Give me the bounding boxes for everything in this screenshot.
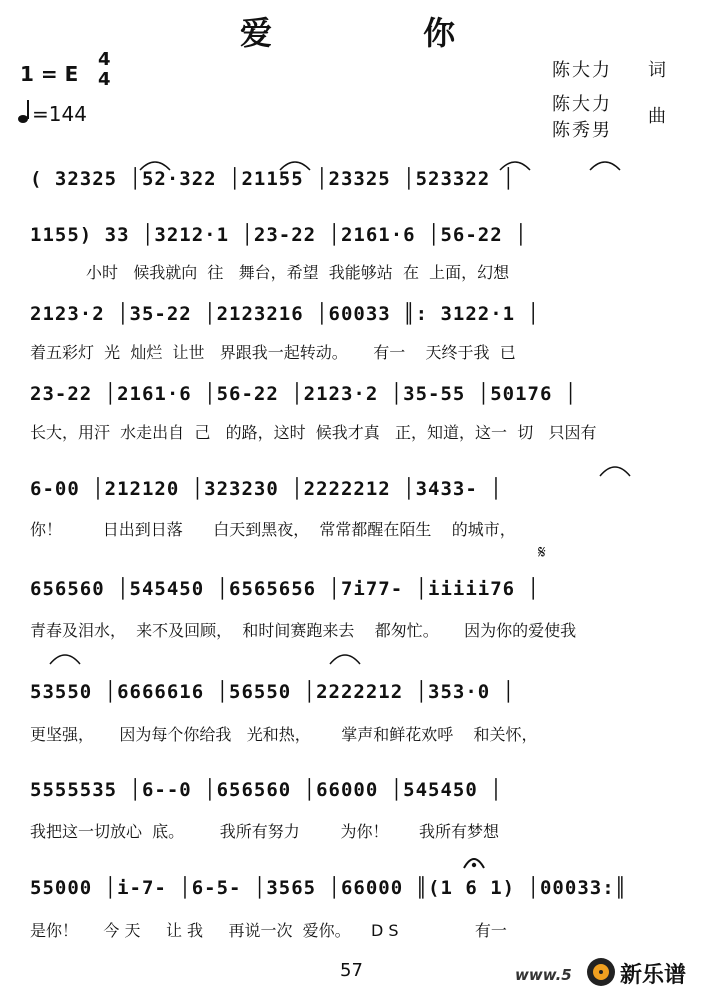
score-notes-row-3: 2123·2 │35-22 │2123216 │60033 ║: 3122·1 │ [30,303,540,325]
website-watermark: www.5 [515,966,572,984]
score-notes-row-7: 53550 │6666616 │56550 │2222212 │353·0 │ [30,681,516,703]
lyrics-row-6: 青春及泪水， 来不及回顾， 和时间赛跑来去 都匆忙。 因为你的爱使我 [30,621,577,640]
site-logo-text: 新乐谱 [620,963,687,988]
lyrics-row-4: 长大，用汗 水走出自 己 的路，这时 候我才真 正，知道，这一 切 只因有 [30,423,597,442]
score-notes-row-6: 656560 │545450 │6565656 │7i77- │iiiii76 │ [30,578,540,600]
score-notes-row-4: 23-22 │2161·6 │56-22 │2123·2 │35-55 │50176 │ [30,383,578,405]
segno-icon [536,540,560,564]
composer-name-1: 陈大力 [552,94,612,115]
time-signature-top: 4 [98,49,111,70]
score-notes-row-1: ( 32325 │52·322 │21155 │23325 │523322 │ [30,168,516,190]
composer-role: 曲 [648,106,668,127]
key-signature: 1 = E [20,62,79,86]
time-signature-bottom: 4 [98,69,111,90]
score-notes-row-2: 1155) 33 │3212·1 │23-22 │2161·6 │56-22 │ [30,224,528,246]
time-signature [98,50,111,90]
slur-marks-row-7 [30,640,590,668]
lyrics-row-5: 你！ 日出到日落 白天到黑夜， 常常都醒在陌生 的城市， [30,520,516,539]
lyrics-row-8: 我把这一切放心 底。 我所有努力 为你！ 我所有梦想 [30,822,499,841]
page-number: 57 [340,960,363,981]
slur-marks-row-1 [130,150,690,174]
lyricist-name: 陈大力 [552,60,612,81]
composer-name-2: 陈秀男 [552,120,612,141]
song-title: 爱 你 [240,14,526,52]
lyrics-row-3: 着五彩灯 光 灿烂 让世 界跟我一起转动。 有一 天终于我 已 [30,343,516,362]
quarter-note-icon [18,98,32,124]
fermata-icon [462,850,486,872]
svg-text:𝄋: 𝄋 [538,542,546,563]
score-notes-row-9: 55000 │i-7- │6-5- │3565 │66000 ║(1 6 1) │00033:║ [30,877,628,899]
score-notes-row-8: 5555535 │6--0 │656560 │66000 │545450 │ [30,779,503,801]
lyricist-role: 词 [648,60,668,81]
slur-marks-row-5 [570,456,650,480]
score-notes-row-5: 6-00 │212120 │323230 │2222212 │3433- │ [30,478,503,500]
tempo-marking: =144 [32,102,87,126]
vinyl-record-icon [586,957,616,987]
lyrics-row-2: 小时 候我就向 往 舞台，希望 我能够站 在 上面，幻想 [30,263,510,282]
lyrics-row-9: 是你！ 今 天 让 我 再说一次 爱你。 D S 有一 [30,921,507,940]
lyrics-row-7: 更坚强， 因为每个你给我 光和热， 掌声和鲜花欢呼 和关怀， [30,725,538,744]
